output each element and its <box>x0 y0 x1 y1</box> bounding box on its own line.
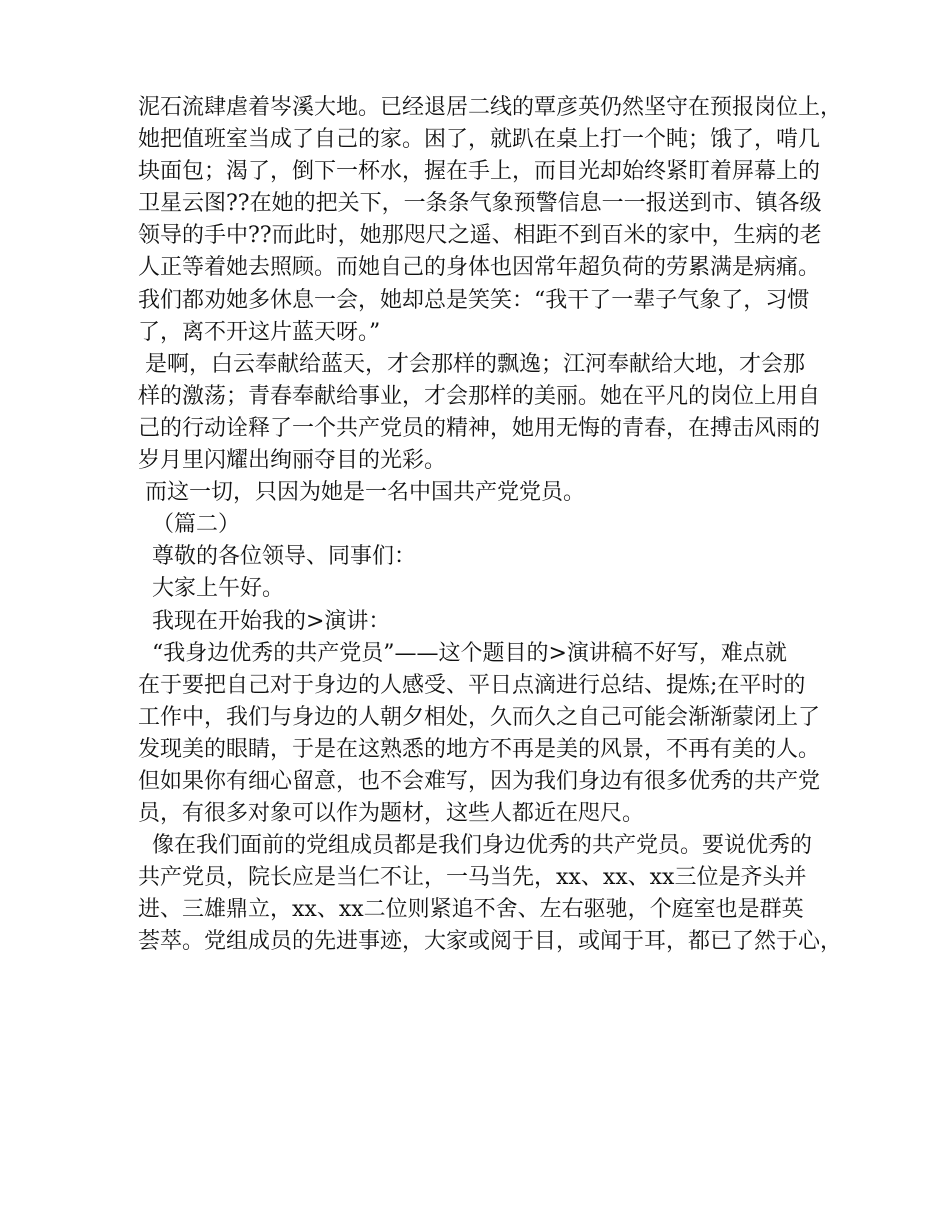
text-line: 她把值班室当成了自己的家。困了，就趴在桌上打一个盹；饿了，啃几 <box>138 127 821 153</box>
text-line: 己的行动诠释了一个共产党员的精神，她用无悔的青春，在搏击风雨的 <box>138 415 821 441</box>
text-line: 而这一切，只因为她是一名中国共产党党员。 <box>138 480 585 506</box>
text-line: 岁月里闪耀出绚丽夺目的光彩。 <box>138 448 447 474</box>
salutation: 尊敬的各位领导、同事们： <box>138 544 416 570</box>
text-line: 是啊，白云奉献给蓝天，才会那样的飘逸；江河奉献给大地，才会那 <box>138 351 805 377</box>
text-line: 荟萃。党组成员的先进事迹，大家或阅于目，或闻于耳，都已了然于心， <box>138 929 843 955</box>
text-line: 样的激荡；青春奉献给事业，才会那样的美丽。她在平凡的岗位上用自 <box>138 383 821 409</box>
text-line: 泥石流肆虐着岑溪大地。已经退居二线的覃彦英仍然坚守在预报岗位上， <box>138 95 843 120</box>
body-text <box>138 92 843 959</box>
text-line: 共产党员，院长应是当仁不让，一马当先，xx、xx、xx三位是齐头并 <box>138 865 807 891</box>
text-line: 我现在开始我的>演讲： <box>138 608 391 634</box>
text-line: 发现美的眼睛，于是在这熟悉的地方不再是美的风景，不再有美的人。 <box>138 736 821 762</box>
text-line: 人正等着她去照顾。而她自己的身体也因常年超负荷的劳累满是病痛。 <box>138 255 821 281</box>
text-line: 但如果你有细心留意，也不会难写，因为我们身边有很多优秀的共产党 <box>138 768 821 794</box>
text-line: 员，有很多对象可以作为题材，这些人都近在咫尺。 <box>138 801 645 827</box>
text-line: 像在我们面前的党组成员都是我们身边优秀的共产党员。要说优秀的 <box>138 833 812 859</box>
section-heading: （篇二） <box>138 512 240 538</box>
text-line: 了，离不开这片蓝天呀。” <box>138 319 381 345</box>
text-line: 卫星云图??在她的把关下，一条条气象预警信息一一报送到市、镇各级 <box>138 191 822 217</box>
text-line: 我们都劝她多休息一会，她却总是笑笑：“我干了一辈子气象了，习惯 <box>138 287 810 313</box>
text-line: 工作中，我们与身边的人朝夕相处，久而久之自己可能会渐渐蒙闭上了 <box>138 704 821 730</box>
greeting: 大家上午好。 <box>138 576 284 602</box>
text-line: “我身边优秀的共产党员”——这个题目的>演讲稿不好写，难点就 <box>138 640 787 666</box>
text-line: 进、三雄鼎立，xx、xx二位则紧追不舍、左右驱驰，个庭室也是群英 <box>138 897 804 923</box>
text-line: 块面包；渴了，倒下一杯水，握在手上，而目光却始终紧盯着屏幕上的 <box>138 159 821 185</box>
text-line: 领导的手中??而此时，她那咫尺之遥、相距不到百米的家中，生病的老 <box>138 223 822 249</box>
text-line: 在于要把自己对于身边的人感受、平日点滴进行总结、提炼;在平时的 <box>138 672 806 698</box>
